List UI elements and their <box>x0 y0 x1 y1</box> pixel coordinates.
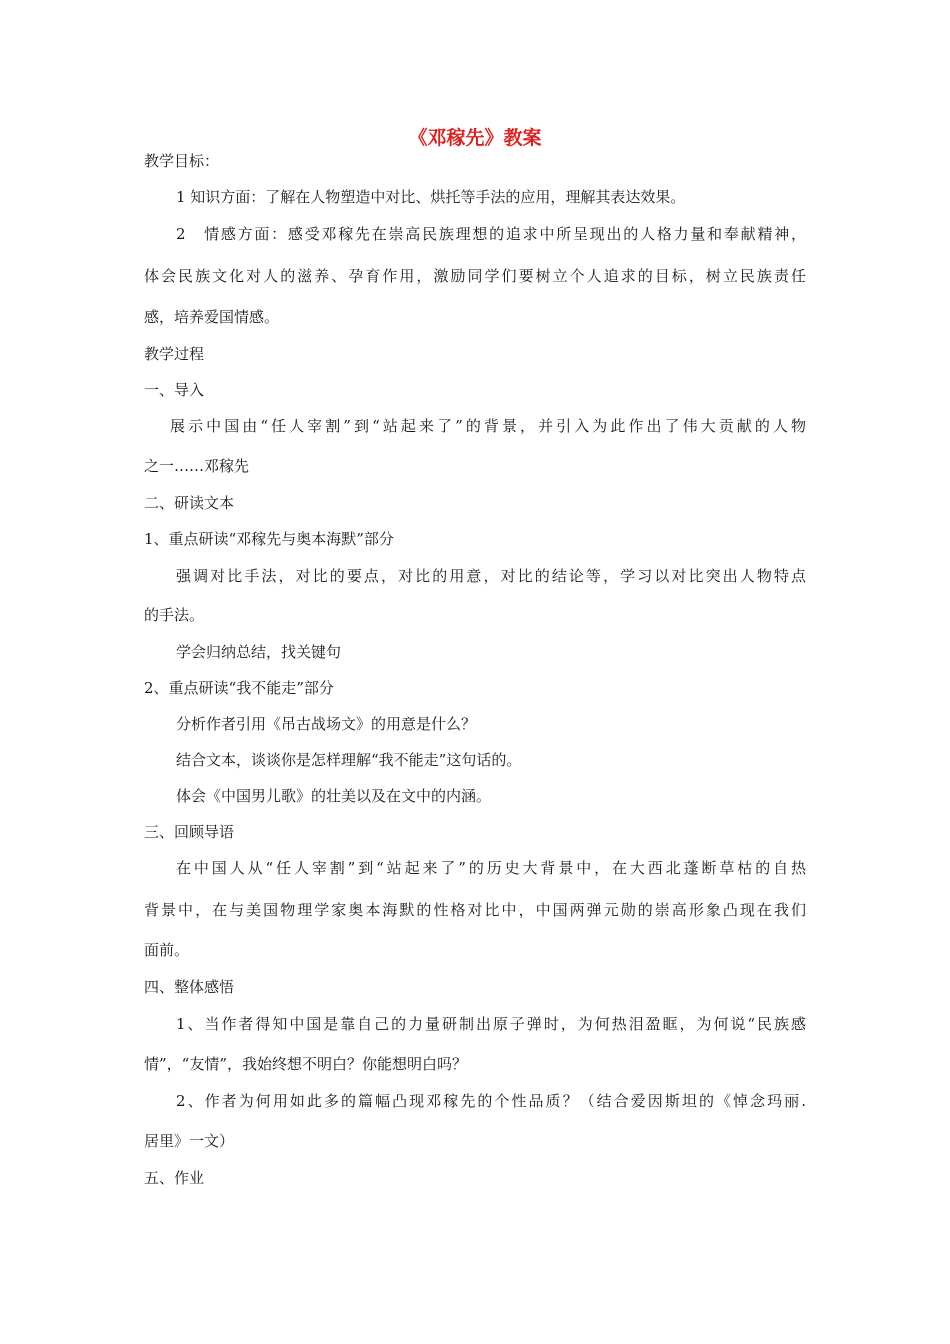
section1-heading: 一、导入 <box>144 381 205 399</box>
section2-1-para2: 学会归纳总结，找关键句 <box>176 643 342 661</box>
goal-emotion-line3: 感，培养爱国情感。 <box>144 308 280 326</box>
goal-knowledge: 1 知识方面：了解在人物塑造中对比、烘托等手法的应用，理解其表达效果。 <box>176 188 686 206</box>
section2-1-heading: 1、重点研读“邓稼先与奥本海默”部分 <box>144 530 394 548</box>
section1-para-line1: 展示中国由“任人宰割”到“站起来了”的背景，并引入为此作出了伟大贡献的人物 <box>170 417 806 435</box>
section4-question2-line1: 2、作者为何用如此多的篇幅凸现邓稼先的个性品质？（结合爱因斯坦的《悼念玛丽. <box>176 1092 806 1110</box>
section2-2-question1: 分析作者引用《吊古战场文》的用意是什么？ <box>176 715 477 733</box>
section4-question1-line2: 情”，“友情”，我始终想不明白？你能想明白吗？ <box>144 1055 468 1073</box>
section4-heading: 四、整体感悟 <box>144 978 235 996</box>
process-heading: 教学过程 <box>144 345 205 363</box>
goals-heading: 教学目标： <box>144 152 220 170</box>
section4-question2-line2: 居里》一文） <box>144 1132 235 1150</box>
section2-2-question2: 结合文本，谈谈你是怎样理解“我不能走”这句话的。 <box>176 751 522 769</box>
goal-emotion-line1: 2 情感方面：感受邓稼先在崇高民族理想的追求中所呈现出的人格力量和奉献精神， <box>176 225 806 243</box>
section2-2-heading: 2、重点研读“我不能走”部分 <box>144 679 334 697</box>
section1-para-line2: 之一……邓稼先 <box>144 457 250 475</box>
section2-1-para-line2: 的手法。 <box>144 606 205 624</box>
section3-heading: 三、回顾导语 <box>144 823 235 841</box>
section3-para-line3: 面前。 <box>144 941 190 959</box>
document-title: 《邓稼先》教案 <box>408 127 542 149</box>
section3-para-line1: 在中国人从“任人宰割”到“站起来了”的历史大背景中，在大西北蓬断草枯的自热 <box>176 859 806 877</box>
section3-para-line2: 背景中，在与美国物理学家奥本海默的性格对比中，中国两弹元勋的崇高形象凸现在我们 <box>144 901 806 919</box>
section5-heading: 五、作业 <box>144 1169 205 1187</box>
section2-heading: 二、研读文本 <box>144 494 235 512</box>
goal-emotion-line2: 体会民族文化对人的滋养、孕育作用，激励同学们要树立个人追求的目标，树立民族责任 <box>144 267 806 285</box>
section2-1-para-line1: 强调对比手法，对比的要点，对比的用意，对比的结论等，学习以对比突出人物特点 <box>176 567 806 585</box>
section4-question1-line1: 1、当作者得知中国是靠自己的力量研制出原子弹时，为何热泪盈眶，为何说“民族感 <box>176 1015 806 1033</box>
section2-2-question3: 体会《中国男儿歌》的壮美以及在文中的内涵。 <box>176 787 492 805</box>
